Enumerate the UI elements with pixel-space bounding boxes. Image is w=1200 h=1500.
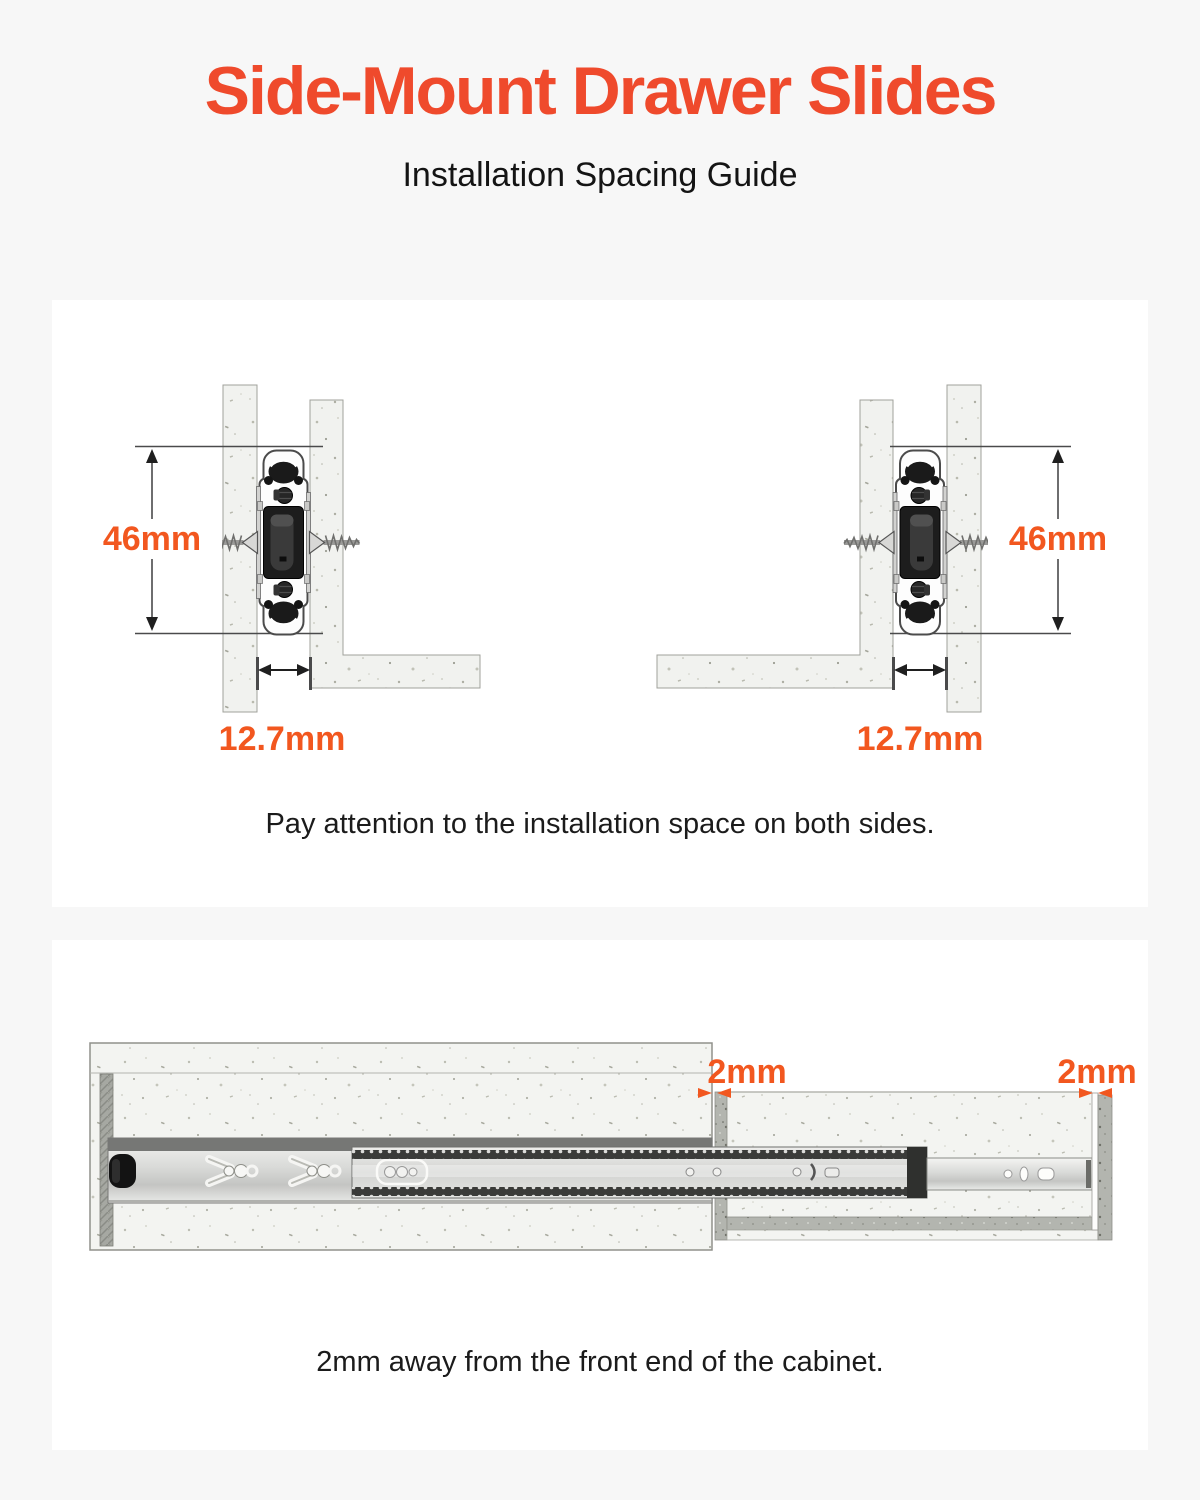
panel-front-gap <box>52 940 1148 1450</box>
middle-rail <box>352 1147 927 1198</box>
label-right-height: 46mm <box>988 519 1128 559</box>
label-front-gap-right: 2mm <box>1057 1053 1137 1091</box>
front-gap-strip <box>1092 1093 1098 1230</box>
inner-rail <box>927 1158 1092 1190</box>
panel-spacing-guide <box>52 300 1148 907</box>
front-gap-caption: 2mm away from the front end of the cabinet. <box>316 1346 884 1378</box>
drawer-front-panel <box>1098 1095 1112 1240</box>
drawer-bottom <box>727 1217 1098 1230</box>
drawer-bottom-board <box>727 1230 1098 1240</box>
gap-dimension <box>258 657 311 690</box>
label-right-gap: 12.7mm <box>856 720 984 758</box>
label-left-gap: 12.7mm <box>218 720 346 758</box>
label-front-gap-left: 2mm <box>707 1053 787 1091</box>
ball-bearing-strip-top <box>352 1150 927 1159</box>
ball-bearing-strip-bottom <box>352 1187 927 1196</box>
gap-dimension <box>894 657 947 690</box>
bearing-end-cap <box>907 1147 927 1198</box>
label-left-height: 46mm <box>82 519 222 559</box>
page-subtitle: Installation Spacing Guide <box>402 156 798 194</box>
page-title: Side-Mount Drawer Slides <box>204 53 996 129</box>
spacing-caption: Pay attention to the installation space on both sides. <box>265 808 935 840</box>
